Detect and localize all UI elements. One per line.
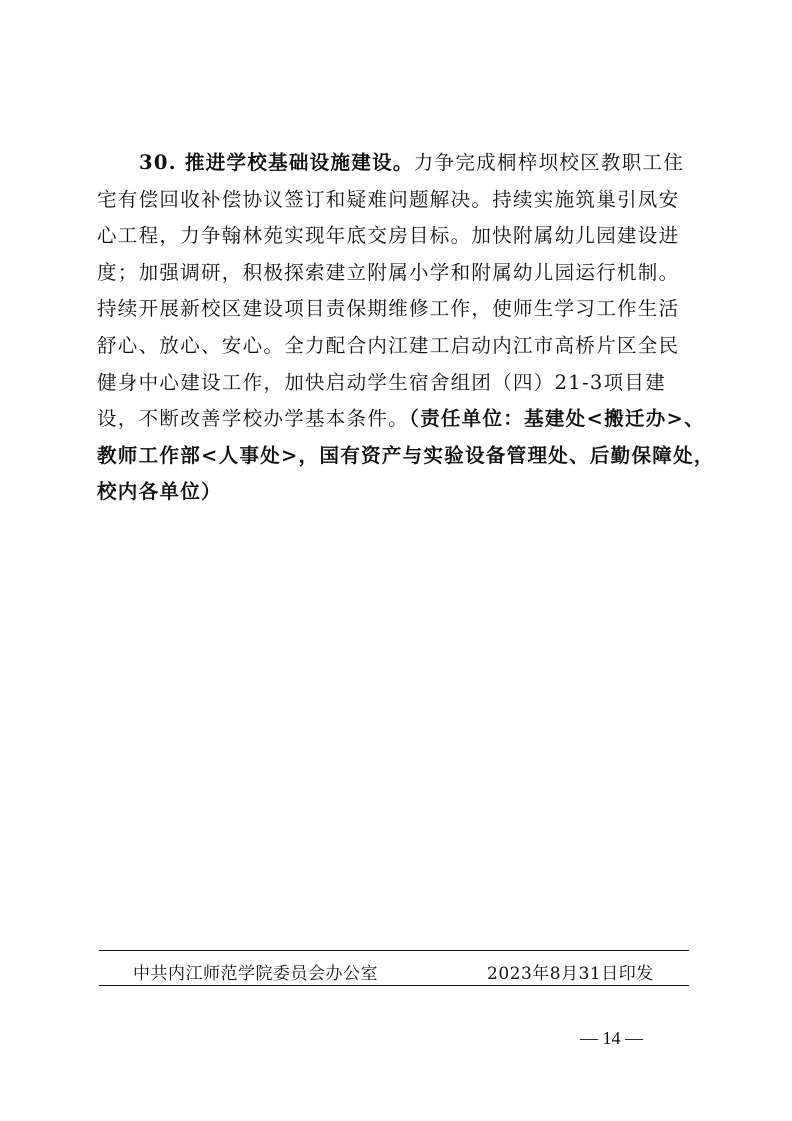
paragraph-line [97, 401, 705, 438]
paragraph-text: 健身中心建设工作，加快启动学生宿舍组团（四）21-3项目建 [97, 370, 667, 394]
paragraph-line [97, 218, 693, 255]
paragraph-line [97, 182, 693, 219]
paragraph-line [97, 328, 693, 365]
paragraph-text: 心工程，力争翰林苑实现年底交房目标。加快附属幼儿园建设进 [97, 224, 680, 248]
paragraph-text: 宅有偿回收补偿协议签订和疑难问题解决。持续实施筑巢引凤安 [97, 187, 680, 211]
paragraph-line [97, 474, 693, 511]
paragraph-text: 度；加强调研，积极探索建立附属小学和附属幼儿园运行机制。 [97, 260, 680, 284]
footer-bottom-rule [99, 985, 689, 986]
paragraph-line [97, 255, 693, 292]
paragraph-text: 舒心、放心、安心。全力配合内江建工启动内江市高桥片区全民 [97, 333, 680, 357]
responsible-units: （责任单位：基建处<搬迁办>、 [409, 407, 705, 431]
paragraph-text: 力争完成桐梓坝校区教职工住 [413, 151, 685, 174]
paragraph-text: 持续开展新校区建设项目责保期维修工作，使师生学习工作生活 [97, 297, 680, 321]
body-paragraph [97, 145, 715, 511]
paragraph-line [97, 145, 693, 182]
page-number: — 14 — [580, 1028, 643, 1048]
footer-top-rule [99, 950, 689, 951]
responsible-units: 教师工作部<人事处>，国有资产与实验设备管理处、后勤保障处， [97, 443, 715, 467]
item-heading: 30. 推进学校基础设施建设。 [139, 151, 414, 174]
paragraph-text: 设，不断改善学校办学基本条件。 [97, 407, 410, 431]
paragraph-line [97, 438, 715, 475]
footer-date: 2023年8月31日印发 [487, 964, 654, 984]
paragraph-line [97, 365, 693, 402]
footer-issuer: 中共内江师范学院委员会办公室 [133, 964, 378, 984]
paragraph-line [97, 291, 693, 328]
responsible-units: 校内各单位） [97, 480, 222, 504]
